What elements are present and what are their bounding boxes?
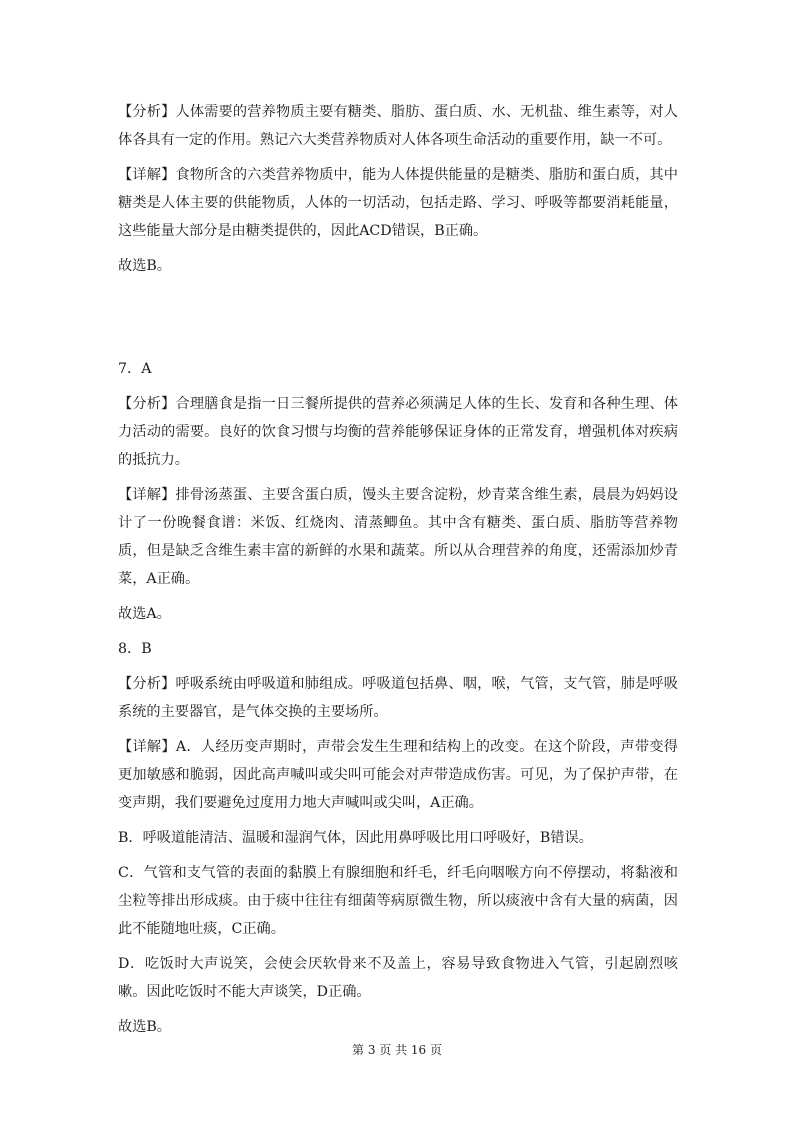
answer-content: [118, 98, 678, 1048]
question-7-explanation: [118, 355, 678, 628]
q8-option-d: D．吃饭时大声说笑，会使会厌软骨来不及盖上，容易导致食物进入气管，引起剧烈咳嗽。因此吃饭时不能大声谈笑，D正确。: [118, 956, 678, 1000]
q8-option-b: B．呼吸道能清洁、温暖和湿润气体，因此用鼻呼吸比用口呼吸好，B错误。: [118, 830, 593, 846]
q8-header: 8．B: [118, 641, 152, 657]
q8-analysis: 【分析】呼吸系统由呼吸道和肺组成。呼吸道包括鼻、咽，喉，气管，支气管，肺是呼吸系统的主要器官，是气体交换的主要场所。: [118, 676, 678, 720]
q7-header: 7．A: [118, 361, 152, 377]
q8-option-c: C．气管和支气管的表面的黏膜上有腺细胞和纤毛，纤毛向咽喉方向不停摆动，将黏液和尘粒等排出形成痰。由于痰中往往有细菌等病原微生物，所以痰液中含有大量的病菌，因此不能随地吐痰，C正确。: [118, 865, 678, 937]
q7-detail: 【详解】排骨汤蒸蛋、主要含蛋白质，馒头主要含淀粉，炒青菜含维生素，晨晨为妈妈设计了一份晚餐食谱：米饭、红烧肉、清蒸鲫鱼。其中含有糖类、蛋白质、脂肪等营养物质，但是缺乏含维生素丰富的新鲜的水果和蔬菜。所以从合理营养的角度，还需添加炒青菜，A正确。: [118, 487, 678, 587]
q6-analysis: 【分析】人体需要的营养物质主要有糖类、脂肪、蛋白质、水、无机盐、维生素等，对人体各具有一定的作用。熟记六大类营养物质对人体各项生命活动的重要作用，缺一不可。: [118, 104, 678, 148]
page-number-footer: 第 3 页 共 16 页: [352, 1043, 442, 1057]
q8-conclusion: 故选B。: [118, 1019, 171, 1035]
q7-conclusion: 故选A。: [118, 606, 171, 622]
question-8-explanation: [118, 635, 678, 1041]
q7-analysis: 【分析】合理膳食是指一日三餐所提供的营养必须满足人体的生长、发育和各种生理、体力活动的需要。良好的饮食习惯与均衡的营养能够保证身体的正常发育，增强机体对疾病的抵抗力。: [118, 396, 678, 468]
question-6-explanation: [118, 98, 678, 280]
q6-conclusion: 故选B。: [118, 258, 171, 274]
q6-detail: 【详解】食物所含的六类营养物质中，能为人体提供能量的是糖类、脂肪和蛋白质，其中糖类是人体主要的供能物质，人体的一切活动，包括走路、学习、呼吸等都要消耗能量，这些能量大部分是由糖类提供的，因此ACD错误，B正确。: [118, 167, 678, 239]
q8-detail-option-a: 【详解】A．人经历变声期时，声带会发生生理和结构上的改变。在这个阶段，声带变得更加敏感和脆弱，因此高声喊叫或尖叫可能会对声带造成伤害。可见，为了保护声带，在变声期，我们要避免过度用力地大声喊叫或尖叫，A正确。: [118, 739, 678, 811]
section-spacer: [118, 287, 678, 355]
